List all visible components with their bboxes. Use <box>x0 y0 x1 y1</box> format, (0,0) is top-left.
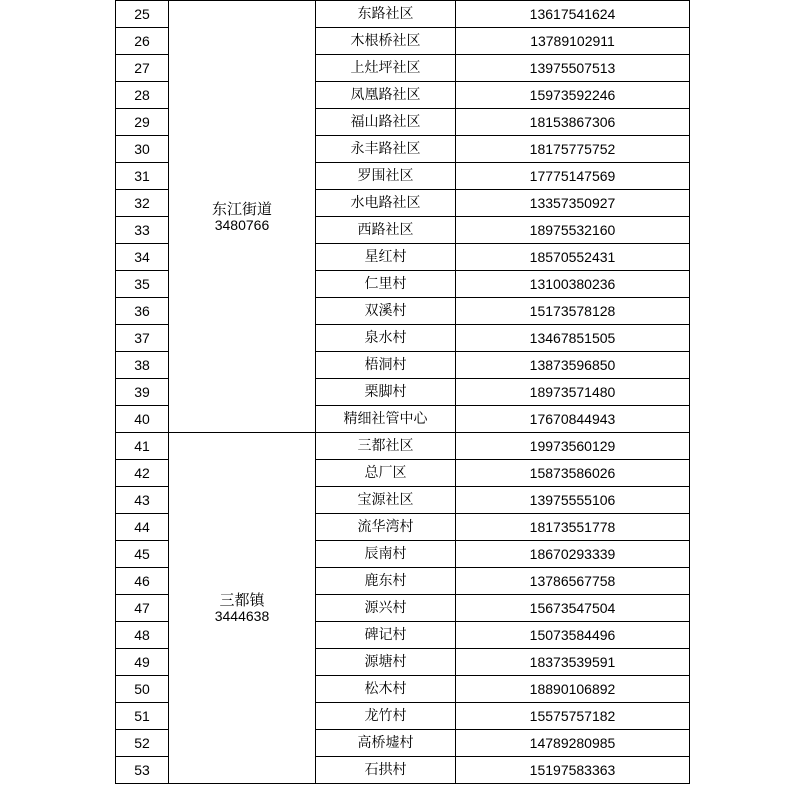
contact-phone: 17775147569 <box>456 163 690 190</box>
community-name: 龙竹村 <box>316 703 456 730</box>
contact-phone: 15575757182 <box>456 703 690 730</box>
community-name: 双溪村 <box>316 298 456 325</box>
contact-phone: 18670293339 <box>456 541 690 568</box>
contact-phone: 13975507513 <box>456 55 690 82</box>
community-name: 高桥墟村 <box>316 730 456 757</box>
contact-phone: 13467851505 <box>456 325 690 352</box>
row-number: 41 <box>116 433 169 460</box>
community-name: 水电路社区 <box>316 190 456 217</box>
row-number: 43 <box>116 487 169 514</box>
contact-phone: 13617541624 <box>456 1 690 28</box>
community-name: 流华湾村 <box>316 514 456 541</box>
contact-phone: 15073584496 <box>456 622 690 649</box>
community-name: 三都社区 <box>316 433 456 460</box>
row-number: 32 <box>116 190 169 217</box>
row-number: 38 <box>116 352 169 379</box>
community-name: 石拱村 <box>316 757 456 784</box>
row-number: 49 <box>116 649 169 676</box>
row-number: 31 <box>116 163 169 190</box>
community-name: 西路社区 <box>316 217 456 244</box>
community-name: 木根桥社区 <box>316 28 456 55</box>
community-name: 精细社管中心 <box>316 406 456 433</box>
row-number: 26 <box>116 28 169 55</box>
contact-phone: 15873586026 <box>456 460 690 487</box>
community-name: 总厂区 <box>316 460 456 487</box>
row-number: 34 <box>116 244 169 271</box>
contact-phone: 15197583363 <box>456 757 690 784</box>
row-number: 51 <box>116 703 169 730</box>
row-number: 35 <box>116 271 169 298</box>
table-row <box>116 433 690 460</box>
community-name: 凤凰路社区 <box>316 82 456 109</box>
contact-phone: 13100380236 <box>456 271 690 298</box>
street-phone: 3444638 <box>214 608 270 624</box>
row-number: 46 <box>116 568 169 595</box>
row-number: 42 <box>116 460 169 487</box>
contact-phone: 18570552431 <box>456 244 690 271</box>
community-name: 梧洞村 <box>316 352 456 379</box>
contact-phone: 18973571480 <box>456 379 690 406</box>
table-row <box>116 1 690 28</box>
row-number: 36 <box>116 298 169 325</box>
row-number: 53 <box>116 757 169 784</box>
street-name: 东江街道 <box>211 199 272 218</box>
community-name: 星红村 <box>316 244 456 271</box>
row-number: 37 <box>116 325 169 352</box>
community-name: 鹿东村 <box>316 568 456 595</box>
contact-phone: 18173551778 <box>456 514 690 541</box>
row-number: 40 <box>116 406 169 433</box>
street-cell <box>169 433 316 784</box>
street-cell <box>169 1 316 433</box>
contact-phone: 14789280985 <box>456 730 690 757</box>
row-number: 28 <box>116 82 169 109</box>
community-name: 栗脚村 <box>316 379 456 406</box>
contact-phone: 15173578128 <box>456 298 690 325</box>
row-number: 44 <box>116 514 169 541</box>
street-phone: 3480766 <box>214 216 270 233</box>
community-name: 永丰路社区 <box>316 136 456 163</box>
contact-phone: 18890106892 <box>456 676 690 703</box>
contact-phone: 13975555106 <box>456 487 690 514</box>
row-number: 29 <box>116 109 169 136</box>
contact-phone: 15973592246 <box>456 82 690 109</box>
row-number: 45 <box>116 541 169 568</box>
row-number: 47 <box>116 595 169 622</box>
community-name: 宝源社区 <box>316 487 456 514</box>
contact-phone: 13873596850 <box>456 352 690 379</box>
community-name: 碑记村 <box>316 622 456 649</box>
community-name: 辰南村 <box>316 541 456 568</box>
row-number: 50 <box>116 676 169 703</box>
contact-phone: 13789102911 <box>456 28 690 55</box>
contact-phone: 18975532160 <box>456 217 690 244</box>
community-name: 福山路社区 <box>316 109 456 136</box>
contact-phone: 15673547504 <box>456 595 690 622</box>
row-number: 52 <box>116 730 169 757</box>
contact-table <box>115 0 690 784</box>
row-number: 48 <box>116 622 169 649</box>
community-name: 上灶坪社区 <box>316 55 456 82</box>
contact-phone: 18175775752 <box>456 136 690 163</box>
row-number: 30 <box>116 136 169 163</box>
contact-phone: 19973560129 <box>456 433 690 460</box>
street-name: 三都镇 <box>219 591 265 609</box>
community-name: 仁里村 <box>316 271 456 298</box>
community-name: 泉水村 <box>316 325 456 352</box>
contact-table-body <box>116 1 690 784</box>
contact-phone: 18373539591 <box>456 649 690 676</box>
community-name: 源兴村 <box>316 595 456 622</box>
contact-phone: 13357350927 <box>456 190 690 217</box>
row-number: 25 <box>116 1 169 28</box>
community-name: 松木村 <box>316 676 456 703</box>
contact-phone: 18153867306 <box>456 109 690 136</box>
community-name: 源塘村 <box>316 649 456 676</box>
contact-phone: 13786567758 <box>456 568 690 595</box>
row-number: 27 <box>116 55 169 82</box>
community-name: 东路社区 <box>316 1 456 28</box>
community-name: 罗围社区 <box>316 163 456 190</box>
row-number: 39 <box>116 379 169 406</box>
row-number: 33 <box>116 217 169 244</box>
contact-phone: 17670844943 <box>456 406 690 433</box>
